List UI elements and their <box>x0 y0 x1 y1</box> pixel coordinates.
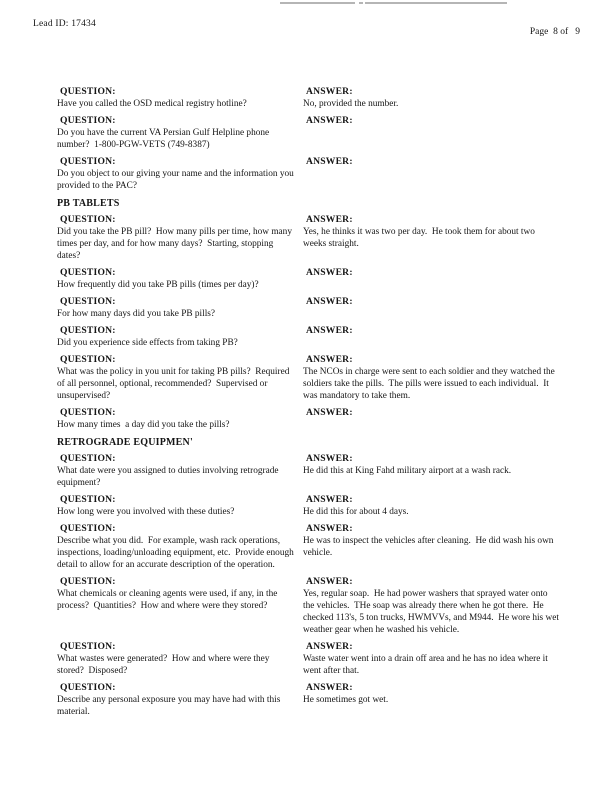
qa-row <box>57 522 559 571</box>
answer-block <box>303 452 559 489</box>
page-number-label: Page 8 of 9 <box>529 27 580 37</box>
qa-row <box>57 493 559 518</box>
question-text: Describe any personal exposure you may have had with this material. <box>57 695 283 717</box>
question-text: Did you take the PB pill? How many pills per time, how many times per day, and for how many days? Starting, stopping dates? <box>57 227 295 261</box>
question-label: QUESTION: <box>60 354 116 365</box>
qa-row <box>57 452 559 489</box>
answer-label: ANSWER: <box>306 214 353 225</box>
answer-block <box>303 266 559 291</box>
answer-label: ANSWER: <box>306 115 353 126</box>
answer-label: ANSWER: <box>306 682 353 693</box>
question-text: Do you object to our giving your name and the information you provided to the PAC? <box>57 169 297 191</box>
question-block <box>57 155 295 192</box>
question-text: What date were you assigned to duties involving retrograde equipment? <box>57 466 281 488</box>
scan-artifact-line <box>280 2 355 4</box>
answer-block <box>303 575 562 636</box>
answer-label: ANSWER: <box>306 407 353 418</box>
qa-row <box>57 324 559 349</box>
qa-row <box>57 640 559 677</box>
answer-text: Waste water went into a drain off area and he has no idea where it went after that. <box>303 654 551 676</box>
question-text: What wastes were generated? How and where were they stored? Disposed? <box>57 654 272 676</box>
answer-block <box>303 353 559 402</box>
question-text: For how many days did you take PB pills? <box>57 309 216 319</box>
scan-artifact-line <box>365 2 507 4</box>
answer-text: No, provided the number. <box>303 99 399 109</box>
answer-block <box>303 493 559 518</box>
answer-block <box>303 85 559 110</box>
question-label: QUESTION: <box>60 86 116 97</box>
question-text: Did you experience side effects from taking PB? <box>57 338 238 348</box>
question-label: QUESTION: <box>60 576 116 587</box>
question-label: QUESTION: <box>60 214 116 225</box>
answer-label: ANSWER: <box>306 267 353 278</box>
qa-row <box>57 155 559 192</box>
answer-block <box>303 681 559 718</box>
answer-text: Yes, regular soap. He had power washers that sprayed water onto the vehicles. THe soap was already there when he got there. He checked 113's, 5 ton trucks, HWMVVs, and M944. He wore his wet weather gear when he washed his vehicle. <box>303 589 562 635</box>
question-block <box>57 452 295 489</box>
question-block <box>57 85 295 110</box>
question-label: QUESTION: <box>60 296 116 307</box>
answer-text: He sometimes got wet. <box>303 695 389 705</box>
answer-text: Yes, he thinks it was two per day. He took them for about two weeks straight. <box>303 227 538 249</box>
question-label: QUESTION: <box>60 115 116 126</box>
answer-block <box>303 114 559 151</box>
question-label: QUESTION: <box>60 407 116 418</box>
question-text: How many times a day did you take the pills? <box>57 420 230 430</box>
answer-label: ANSWER: <box>306 641 353 652</box>
question-block <box>57 353 295 402</box>
scan-artifact-line <box>359 2 363 4</box>
question-block <box>57 295 295 320</box>
question-text: What was the policy in you unit for taking PB pills? Required of all personnel, optional, recommended? Supervised or unsupervised? <box>57 367 292 401</box>
qa-row <box>57 295 559 320</box>
question-block <box>57 406 295 431</box>
question-label: QUESTION: <box>60 267 116 278</box>
qa-row <box>57 406 559 431</box>
question-block <box>57 114 295 151</box>
question-text: Describe what you did. For example, wash rack operations, inspections, loading/unloading equipment, etc. Provide enough detail to allow for an accurate description of the operation. <box>57 536 297 570</box>
answer-label: ANSWER: <box>306 494 353 505</box>
qa-list <box>57 85 562 722</box>
qa-row <box>57 681 559 718</box>
qa-row <box>57 213 559 262</box>
lead-id-label: Lead ID: 17434 <box>33 19 96 29</box>
answer-label: ANSWER: <box>306 354 353 365</box>
question-text: How frequently did you take PB pills (times per day)? <box>57 280 259 290</box>
qa-row <box>57 266 559 291</box>
answer-text: The NCOs in charge were sent to each soldier and they watched the soldiers take the pills. The pills were issued to each individual. It was mandatory to take them. <box>303 367 558 401</box>
question-label: QUESTION: <box>60 453 116 464</box>
question-block <box>57 213 295 262</box>
question-label: QUESTION: <box>60 682 116 693</box>
question-label: QUESTION: <box>60 494 116 505</box>
question-block <box>57 575 295 636</box>
answer-text: He did this for about 4 days. <box>303 507 409 517</box>
question-block <box>57 522 295 571</box>
question-label: QUESTION: <box>60 325 116 336</box>
question-block <box>57 640 295 677</box>
answer-block <box>303 640 559 677</box>
answer-block <box>303 295 559 320</box>
answer-label: ANSWER: <box>306 86 353 97</box>
answer-label: ANSWER: <box>306 325 353 336</box>
question-text: How long were you involved with these duties? <box>57 507 235 517</box>
question-label: QUESTION: <box>60 523 116 534</box>
answer-text: He did this at King Fahd military airport at a wash rack. <box>303 466 512 476</box>
qa-row <box>57 575 562 636</box>
question-label: QUESTION: <box>60 156 116 167</box>
answer-label: ANSWER: <box>306 453 353 464</box>
answer-block <box>303 522 559 571</box>
section-heading: PB TABLETS <box>57 198 120 209</box>
question-label: QUESTION: <box>60 641 116 652</box>
qa-row <box>57 353 559 402</box>
question-block <box>57 266 295 291</box>
answer-block <box>303 406 559 431</box>
answer-label: ANSWER: <box>306 576 353 587</box>
answer-block <box>303 324 559 349</box>
question-block <box>57 324 295 349</box>
qa-row <box>57 114 559 151</box>
qa-row <box>57 85 559 110</box>
answer-text: He was to inspect the vehicles after cleaning. He did wash his own vehicle. <box>303 536 556 558</box>
question-text: What chemicals or cleaning agents were used, if any, in the process? Quantities? How and where were they stored? <box>57 589 280 611</box>
answer-label: ANSWER: <box>306 523 353 534</box>
answer-label: ANSWER: <box>306 296 353 307</box>
question-block <box>57 493 295 518</box>
question-text: Have you called the OSD medical registry hotline? <box>57 99 247 109</box>
section-heading: RETROGRADE EQUIPMEN' <box>57 437 193 448</box>
question-block <box>57 681 295 718</box>
answer-label: ANSWER: <box>306 156 353 167</box>
answer-block <box>303 155 559 192</box>
answer-block <box>303 213 559 262</box>
question-text: Do you have the current VA Persian Gulf Helpline phone number? 1-800-PGW-VETS (749-8387) <box>57 128 272 150</box>
